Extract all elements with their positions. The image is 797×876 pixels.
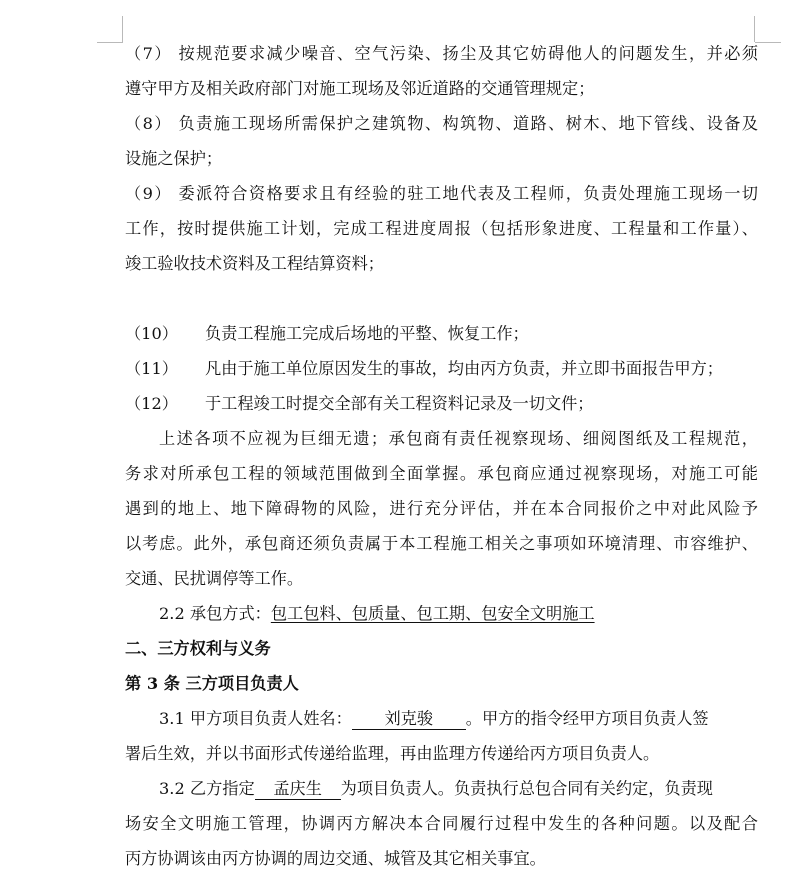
blank-line [125,281,758,316]
clause-2-2-value: 包工包料、包质量、包工期、包安全文明施工 [270,604,595,623]
summary-line-4: 以考虑。此外，承包商还须负责属于本工程施工相关之事项如环境清理、市容维护、 [125,534,758,553]
document-body [125,36,758,876]
clause-3-2-line-2: 场安全文明施工管理，协调丙方解决本合同履行过程中发生的各种问题。以及配合 [125,814,758,833]
party-b-manager-name: 孟庆生 [255,779,341,800]
clause-3-2-line-1 [125,771,758,806]
clause-3-2-line-3: 丙方协调该由丙方协调的周边交通、城管及其它相关事宜。 [125,849,546,868]
summary-line-5: 交通、民扰调停等工作。 [125,569,304,588]
clause-3-2-suffix: 为项目负责人。负责执行总包合同有关约定，负责现 [340,779,713,798]
item-12-text: 于工程竣工时提交全部有关工程资料记录及一切文件； [205,394,594,413]
item-9-line-1: （9） 委派符合资格要求且有经验的驻工地代表及工程师，负责处理施工现场一切 [125,184,758,203]
crop-mark-left-vertical [122,16,123,42]
article-3-heading: 第 3 条 三方项目负责人 [125,674,299,693]
summary-line-2: 务求对所承包工程的领域范围做到全面掌握。承包商应通过视察现场，对施工可能 [125,464,758,483]
clause-3-1-line-2: 署后生效，并以书面形式传递给监理，再由监理方传递给丙方项目负责人。 [125,744,660,763]
crop-mark-left-horizontal [97,42,123,43]
clause-3-1-suffix: 。甲方的指令经甲方项目负责人签 [465,709,709,728]
item-8-line-1: （8） 负责施工现场所需保护之建筑物、构筑物、道路、树木、地下管线、设备及 [125,114,758,133]
item-7-line-2: 遵守甲方及相关政府部门对施工现场及邻近道路的交通管理规定； [125,79,595,98]
item-10-text: 负责工程施工完成后场地的平整、恢复工作； [205,324,529,343]
item-11 [125,351,758,386]
item-11-number: （11） [125,359,178,378]
clause-3-1-prefix: 3.1 甲方项目负责人姓名： [159,709,352,728]
clause-2-2 [125,596,758,631]
crop-mark-right-horizontal [755,42,781,43]
section-2-heading: 二、三方权利与义务 [125,639,271,658]
item-12-number: （12） [125,394,178,413]
item-12 [125,386,758,421]
item-11-text: 凡由于施工单位原因发生的事故，均由丙方负责，并立即书面报告甲方； [205,359,723,378]
item-10-number: （10） [125,324,178,343]
clause-2-2-label: 2.2 承包方式： [159,604,271,623]
item-9-line-3: 竣工验收技术资料及工程结算资料； [125,254,384,273]
summary-line-1: 上述各项不应视为巨细无遗；承包商有责任视察现场、细阅图纸及工程规范， [159,429,758,448]
item-8-line-2: 设施之保护； [125,149,223,168]
clause-3-2-prefix: 3.2 乙方指定 [159,779,255,798]
clause-3-1-line-1 [125,701,758,736]
party-a-manager-name: 刘克骏 [352,709,466,730]
item-7-line-1: （7） 按规范要求减少噪音、空气污染、扬尘及其它妨碍他人的问题发生，并必须 [125,44,758,63]
item-9-line-2: 工作，按时提供施工计划，完成工程进度周报（包括形象进度、工程量和工作量）、 [125,219,758,238]
item-10 [125,316,758,351]
summary-line-3: 遇到的地上、地下障碍物的风险，进行充分评估，并在本合同报价之中对此风险予 [125,499,758,518]
